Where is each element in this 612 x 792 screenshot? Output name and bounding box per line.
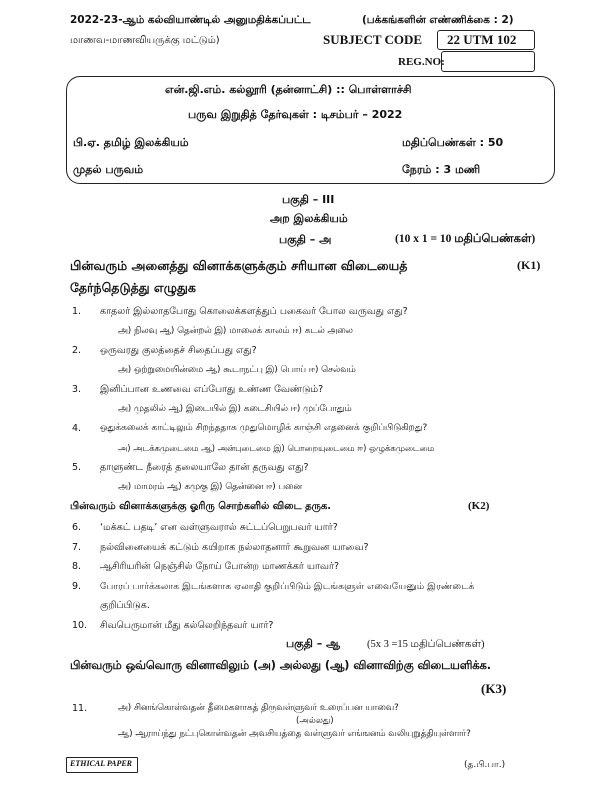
question-text: ஒதுக்கலைக் காட்டிலும் சிறந்ததாக முதுமொழிக் காஞ்சி எதனைக் குறிப்பிடுகிறது? — [100, 423, 428, 433]
question-text: இனிப்பான உணவை எப்போது உண்ண வேண்டும்? — [100, 384, 324, 395]
section-b-k-level: (K3) — [481, 681, 507, 696]
question-number: 4. — [72, 423, 82, 434]
reg-no-label: REG.NO: — [398, 56, 445, 68]
question-number: 8. — [72, 561, 82, 572]
section-b-instruction: பின்வரும் ஒவ்வொரு வினாவிலும் (அ) அல்லது (ஆ) வினாவிற்கு விடையளிக்க. — [70, 659, 491, 672]
question-text: ‘மக்கட் பதடி’ என வள்ளுவரால் சுட்டப்பெறுபவர் யார்? — [100, 522, 338, 533]
answer-options: அ) முதலில் ஆ) இடையில் இ) கடைசியில் ஈ) முப்போதும் — [118, 404, 352, 414]
section-a-title: பகுதி – அ — [279, 233, 332, 246]
or-separator: (அல்லது) — [296, 716, 334, 726]
question-number: 10. — [72, 620, 88, 631]
short-answer-k-level: (K2) — [468, 500, 490, 512]
question-text: காதலர் இல்லாதபோது கொலைக்களத்துப் பகைவர் போல வருவது எது? — [100, 306, 408, 317]
reg-no-field[interactable] — [441, 51, 535, 72]
section-b-marks: (5x 3 =15 மதிப்பெண்கள்) — [367, 639, 485, 650]
question-text: தாளுண்ட நீரைத் தலையாலே தான் தருவது எது? — [100, 462, 309, 473]
ethical-paper-label: ETHICAL PAPER — [70, 759, 133, 768]
college-name: என்.ஜி.எம். கல்லூரி (தன்னாட்சி) :: பொள்ளாச்சி — [165, 83, 412, 96]
answer-options: அ) அடக்கமுடைமை ஆ) அன்புடைமை இ) பொறையுடைமை ஈ) ஒழுக்கமுடைமை — [118, 443, 435, 453]
question-number: 7. — [72, 542, 82, 553]
question-number: 1. — [72, 306, 82, 317]
part-title: பகுதி – III — [282, 193, 335, 206]
question-number: 5. — [72, 462, 82, 473]
question-text: போரப் பார்க்கலாக இடங்களாக ஏலாதி குறிப்பிடும் இடங்களுள் எவையேனும் இரண்டைக் — [100, 581, 475, 592]
question-text: ஆசிரியரின் நெஞ்சில் நோய் போன்ற மாணக்கர் யாவர்? — [100, 561, 340, 572]
exam-title: பருவ இறுதித் தேர்வுகள் : டிசம்பர் – 2022 — [188, 108, 403, 121]
question-number: 3. — [72, 384, 82, 395]
pages-note: (பக்கங்களின் எண்ணிக்கை : 2) — [362, 14, 514, 26]
part-subject: அற இலக்கியம் — [270, 212, 348, 225]
subject-code-value: 22 UTM 102 — [447, 32, 517, 47]
continue-note: (த.பி.பா.) — [464, 760, 506, 770]
academic-year-line: 2022-23-ஆம் கல்வியாண்டில் அனுமதிக்கப்பட்ட — [70, 14, 311, 26]
subject-code-box — [437, 30, 535, 50]
section-a-k-level: (K1) — [517, 258, 541, 272]
either-option-b: ஆ) ஆராய்ந்து நட்புகொள்வதன் அவசியத்தை வள்ளுவர் எங்ஙனம் வலியுறுத்தியுள்ளார்? — [118, 729, 471, 739]
question-text: சிவபெருமான் மீது கல்லெறிந்தவர் யார்? — [100, 620, 274, 631]
answer-options: அ) ஒற்றுமையின்மை ஆ) கூடாநட்பு இ) பொய் ஈ) செல்வம் — [118, 365, 356, 375]
ethical-paper-badge — [66, 757, 138, 773]
subject-code-label: SUBJECT CODE — [323, 32, 423, 47]
students-line: மாணவ-மாணவியருக்கு மட்டும்) — [70, 35, 220, 46]
semester: முதல் பருவம் — [73, 163, 144, 176]
question-number: 9. — [72, 581, 82, 592]
either-option-a: அ) சினங்கொள்வதன் தீமைகளாகத் திருவள்ளுவர் உரைப்பன யாவை? — [118, 703, 399, 713]
question-text: ஒருவரது குலத்தைச் சிதைப்பது எது? — [100, 345, 257, 356]
duration: நேரம் : 3 மணி — [402, 163, 481, 176]
question-text-continuation: குறிப்பிடுக. — [100, 600, 150, 611]
question-number: 2. — [72, 345, 82, 356]
course-name: பி.ஏ. தமிழ் இலக்கியம் — [73, 136, 189, 149]
answer-options: அ) மாமரம் ஆ) கமுகு இ) தென்னை ஈ) பனை — [118, 482, 302, 492]
question-number: 11. — [72, 703, 88, 714]
section-b-title: பகுதி – ஆ — [286, 637, 340, 650]
max-marks: மதிப்பெண்கள் : 50 — [402, 136, 504, 149]
section-a-marks: (10 x 1 = 10 மதிப்பெண்கள்) — [395, 233, 536, 245]
question-number: 6. — [72, 522, 82, 533]
question-text: நல்வினையைக் கட்டும் கயிறாக நல்லாதனார் கூறுவன யாவை? — [100, 542, 369, 553]
section-a-instruction: பின்வரும் அனைத்து வினாக்களுக்கும் சரியான விடையைத் — [70, 258, 408, 273]
short-answer-instruction: பின்வரும் வினாக்களுக்கு ஓரிரு சொற்களில் விடை தருக. — [70, 501, 332, 512]
section-a-instruction-cont: தேர்ந்தெடுத்து எழுதுக — [70, 280, 196, 295]
answer-options: அ) நிலவு ஆ) தென்றல் இ) மாலைக் காலம் ஈ) கடல் அலை — [118, 326, 353, 336]
